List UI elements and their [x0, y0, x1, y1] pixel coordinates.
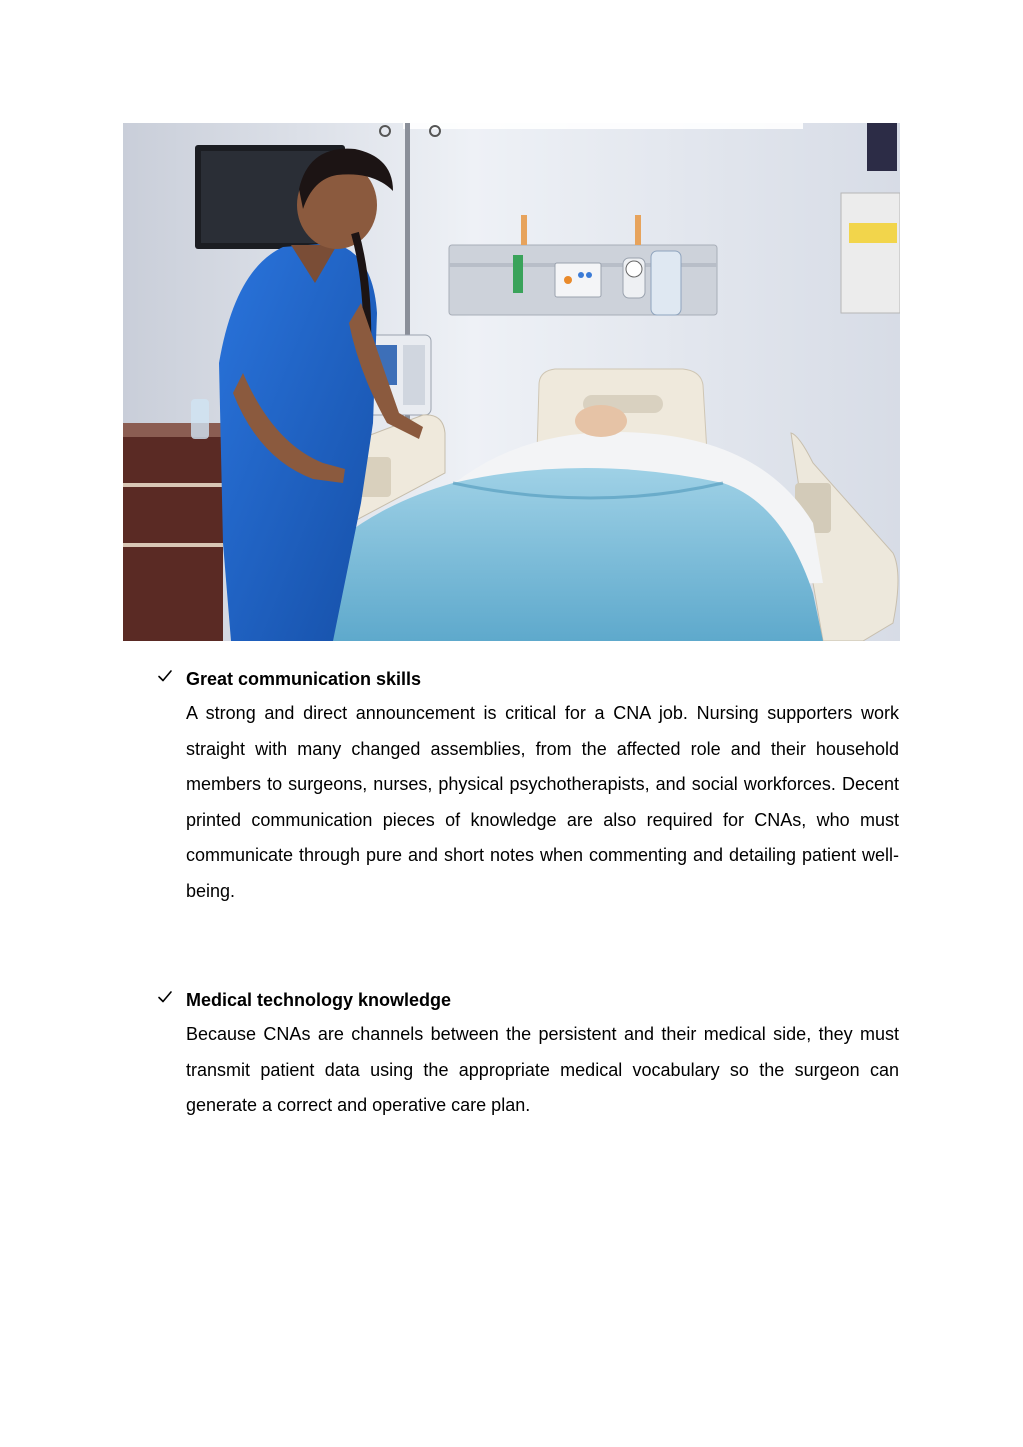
nurse-bedside-illustration [123, 123, 900, 641]
nurse-bedside-photo [123, 123, 900, 641]
check-mark-icon [157, 668, 173, 684]
section-heading: Great communication skills [186, 669, 422, 689]
bullet-heading-row [157, 664, 899, 696]
bullet-heading-row [157, 985, 899, 1017]
section-paragraph: A strong and direct announcement is critical for a CNA job. Nursing supporters work straight with many changed assemblies, from the affected role and their household members to surgeons, nurses, physical psychotherapists, and social workforces. Decent printed communication pieces of knowledge are also required for CNAs, who must communicate through pure and short notes when commenting and detailing patient well-being. [186, 703, 899, 901]
check-mark-icon [157, 989, 173, 1005]
section-paragraph: Because CNAs are channels between the persistent and their medical side, they must transmit patient data using the appropriate medical vocabulary so the surgeon can generate a correct and operative care plan. [186, 1024, 899, 1116]
section-heading: Medical technology knowledge [186, 990, 452, 1010]
section-communication-skills [157, 664, 899, 910]
section-medical-technology [157, 985, 899, 1124]
